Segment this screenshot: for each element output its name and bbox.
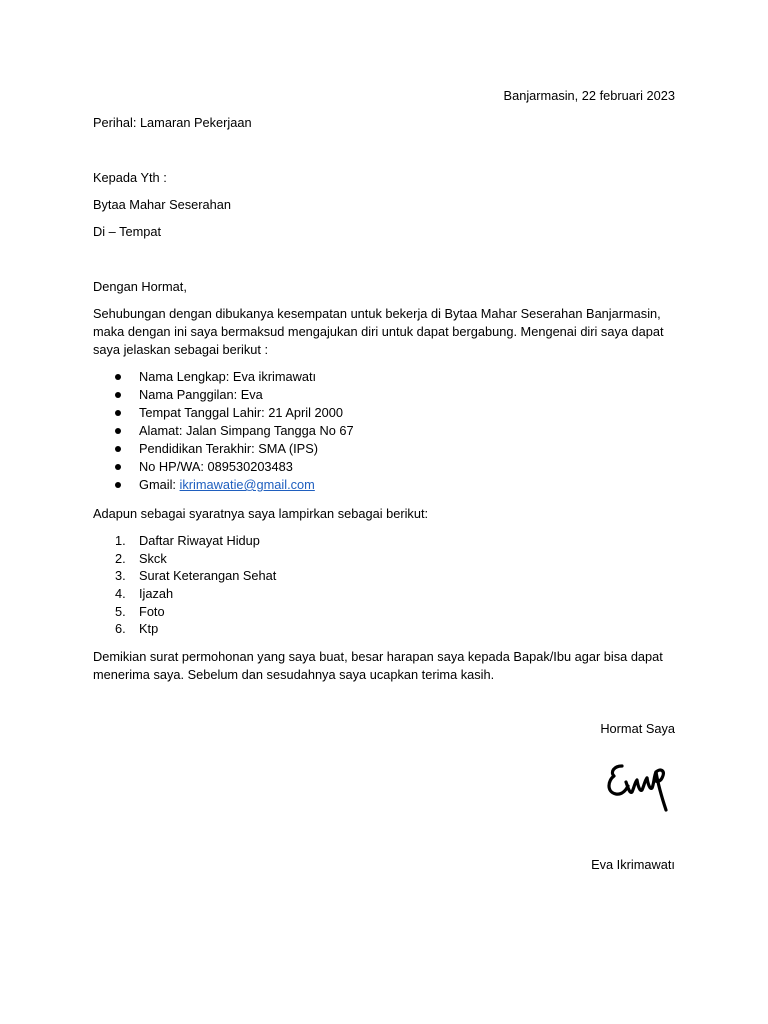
sign-off: Hormat Saya — [600, 721, 675, 736]
bullet-icon — [115, 374, 121, 380]
list-item-text: Alamat: Jalan Simpang Tangga No 67 — [139, 423, 354, 438]
place-date: Banjarmasin, 22 februari 2023 — [503, 88, 675, 103]
greeting: Dengan Hormat, — [93, 279, 187, 294]
intro-paragraph: Sehubungan dengan dibukanya kesempatan untuk bekerja di Bytaa Mahar Seserahan Banjarmasin, maka dengan ini saya bermaksud mengajukan diri untuk dapat bergabung. Mengenai diri saya dapat saya jelaskan sebagai berikut : — [93, 306, 664, 357]
list-item — [93, 386, 354, 404]
list-number: 6. — [115, 621, 126, 637]
list-item — [93, 404, 354, 422]
recipient-name: Bytaa Mahar Seserahan — [93, 197, 232, 212]
recipient-location: Di – Tempat — [93, 224, 162, 239]
subject-line: Perihal: Lamaran Pekerjaan — [93, 115, 252, 130]
recipient-label: Kepada Yth : — [93, 170, 167, 185]
list-item — [93, 603, 276, 621]
list-number: 2. — [115, 550, 126, 566]
signer-name: Eva Ikrimawatı — [591, 857, 675, 872]
list-item-text: Skck — [139, 550, 167, 566]
list-item-text: Nama Lengkap: Eva ikrimawatı — [139, 369, 317, 384]
list-item — [93, 458, 354, 476]
personal-data-list — [93, 368, 354, 494]
list-item — [93, 620, 276, 638]
list-number: 5. — [115, 603, 126, 619]
list-item-text: Surat Keterangan Sehat — [139, 568, 277, 584]
list-item-gmail — [93, 476, 354, 494]
bullet-icon — [115, 464, 121, 470]
list-item-text: Tempat Tanggal Lahir: 21 April 2000 — [139, 405, 343, 420]
list-item-text: Pendidikan Terakhir: SMA (IPS) — [139, 441, 318, 456]
list-item-text: Ktp — [139, 621, 159, 637]
list-item — [93, 440, 354, 458]
list-item — [93, 585, 276, 603]
signature-image — [604, 758, 676, 816]
list-item — [93, 368, 354, 386]
list-item-text: No HP/WA: 089530203483 — [139, 459, 293, 474]
list-item-text: Ijazah — [139, 586, 174, 602]
gmail-link[interactable]: ikrimawatie@gmail.com — [179, 477, 315, 492]
bullet-icon — [115, 410, 121, 416]
list-item-text: Foto — [139, 603, 165, 619]
list-number: 1. — [115, 533, 126, 548]
list-item-text: Nama Panggilan: Eva — [139, 387, 263, 402]
list-number: 4. — [115, 586, 126, 602]
list-item — [93, 550, 276, 568]
list-item-text: Daftar Riwayat Hidup — [139, 533, 260, 548]
attachments-list — [93, 532, 276, 638]
list-item — [93, 532, 276, 550]
gmail-label: Gmail: — [139, 477, 180, 492]
bullet-icon — [115, 428, 121, 434]
bullet-icon — [115, 392, 121, 398]
bullet-icon — [115, 482, 121, 488]
bullet-icon — [115, 446, 121, 452]
list-number: 3. — [115, 568, 126, 584]
list-item — [93, 567, 276, 585]
list-item — [93, 422, 354, 440]
attachments-intro: Adapun sebagai syaratnya saya lampirkan sebagai berikut: — [93, 506, 429, 521]
closing-paragraph: Demikian surat permohonan yang saya buat, besar harapan saya kepada Bapak/Ibu agar bisa dapat menerima saya. Sebelum dan sesudahnya saya ucapkan terima kasih. — [93, 649, 663, 682]
